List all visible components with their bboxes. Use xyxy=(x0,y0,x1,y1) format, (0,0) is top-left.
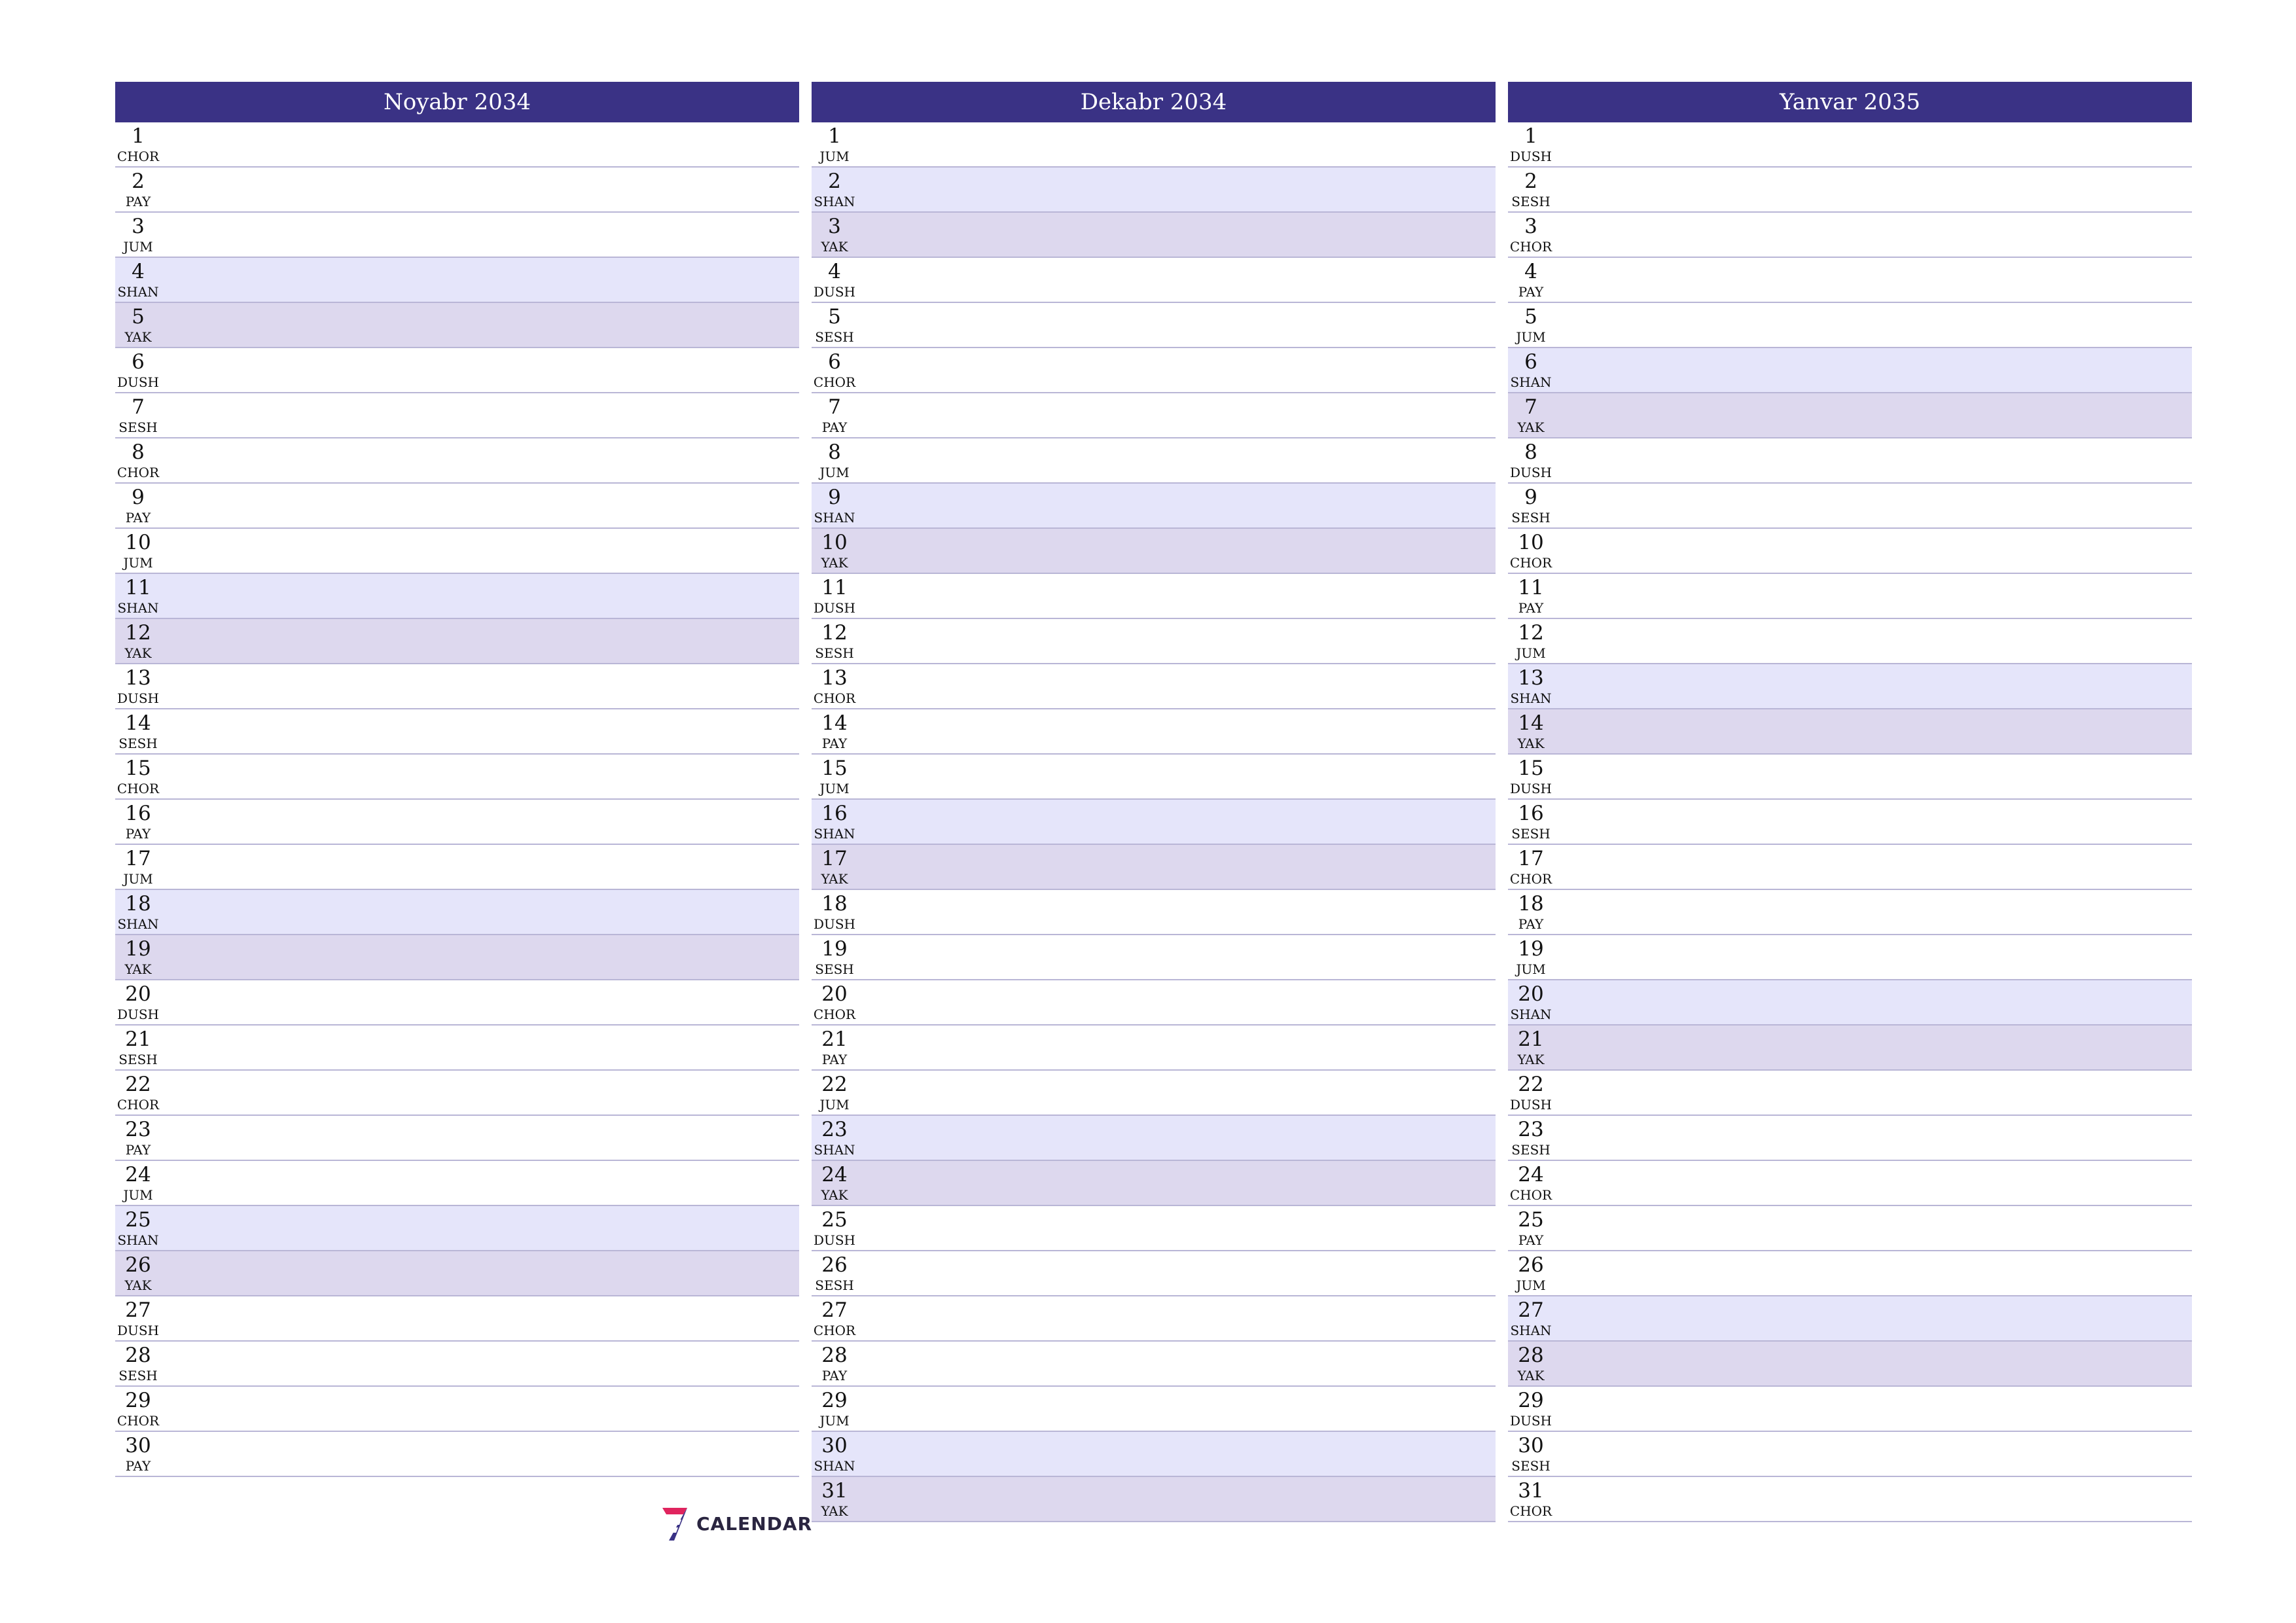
day-number: 17 xyxy=(821,847,848,870)
day-row xyxy=(1508,935,2192,980)
three-month-calendar xyxy=(115,82,2193,1545)
day-number: 18 xyxy=(1518,892,1544,916)
day-row xyxy=(115,213,799,258)
day-row xyxy=(812,800,1496,845)
weekday-label: JUM xyxy=(123,555,153,571)
day-row xyxy=(812,348,1496,393)
weekday-label: SHAN xyxy=(117,916,159,932)
day-number: 11 xyxy=(821,576,848,599)
day-number: 15 xyxy=(1518,757,1544,780)
day-number: 10 xyxy=(125,531,151,554)
day-row xyxy=(812,709,1496,755)
day-number: 4 xyxy=(1524,260,1537,283)
day-row xyxy=(115,709,799,755)
weekday-label: YAK xyxy=(821,1503,848,1519)
weekday-label: PAY xyxy=(1518,600,1544,616)
day-number: 21 xyxy=(125,1027,151,1051)
weekday-label: PAY xyxy=(821,736,848,751)
day-number: 25 xyxy=(821,1208,848,1232)
weekday-label: PAY xyxy=(821,419,848,435)
days-list xyxy=(812,122,1496,1522)
day-number: 4 xyxy=(828,260,841,283)
day-number: 12 xyxy=(1518,621,1544,645)
day-row xyxy=(115,258,799,303)
day-number: 2 xyxy=(1524,169,1537,193)
day-row xyxy=(1508,122,2192,168)
day-row xyxy=(812,574,1496,619)
weekday-label: SESH xyxy=(118,419,158,435)
day-row xyxy=(812,1342,1496,1387)
weekday-label: JUM xyxy=(123,239,153,255)
day-row xyxy=(1508,1071,2192,1116)
day-number: 6 xyxy=(828,350,841,374)
weekday-label: DUSH xyxy=(1509,781,1552,796)
day-row xyxy=(1508,1116,2192,1161)
day-row xyxy=(1508,1251,2192,1296)
day-number: 9 xyxy=(828,486,841,509)
day-row xyxy=(812,890,1496,935)
weekday-label: SESH xyxy=(815,329,854,345)
weekday-label: SHAN xyxy=(814,1142,855,1158)
weekday-label: SHAN xyxy=(814,194,855,209)
day-number: 26 xyxy=(821,1253,848,1277)
day-row xyxy=(115,1116,799,1161)
day-number: 30 xyxy=(125,1434,151,1457)
weekday-label: PAY xyxy=(125,194,151,209)
day-number: 18 xyxy=(125,892,151,916)
day-number: 30 xyxy=(821,1434,848,1457)
weekday-label: PAY xyxy=(821,1052,848,1067)
weekday-label: CHOR xyxy=(813,374,856,390)
day-number: 2 xyxy=(132,169,145,193)
day-number: 1 xyxy=(132,124,145,148)
weekday-label: SHAN xyxy=(117,284,159,300)
day-row xyxy=(115,619,799,664)
day-row xyxy=(812,1477,1496,1522)
days-list xyxy=(115,122,799,1477)
day-row xyxy=(115,393,799,438)
day-number: 10 xyxy=(821,531,848,554)
day-row xyxy=(115,1342,799,1387)
weekday-label: JUM xyxy=(1516,645,1546,661)
day-row xyxy=(115,438,799,484)
day-row xyxy=(115,890,799,935)
day-row xyxy=(1508,393,2192,438)
day-number: 9 xyxy=(132,486,145,509)
weekday-label: PAY xyxy=(125,510,151,526)
weekday-label: PAY xyxy=(1518,284,1544,300)
day-number: 12 xyxy=(125,621,151,645)
day-row xyxy=(115,755,799,800)
day-row xyxy=(812,1026,1496,1071)
day-number: 7 xyxy=(132,395,145,419)
weekday-label: DUSH xyxy=(813,916,856,932)
day-row xyxy=(1508,755,2192,800)
day-row xyxy=(812,980,1496,1026)
weekday-label: CHOR xyxy=(117,149,160,164)
weekday-label: PAY xyxy=(125,1458,151,1474)
day-row xyxy=(1508,800,2192,845)
day-number: 7 xyxy=(1524,395,1537,419)
day-row xyxy=(1508,529,2192,574)
day-row xyxy=(1508,1206,2192,1251)
day-row xyxy=(115,845,799,890)
day-row xyxy=(115,122,799,168)
day-row xyxy=(115,664,799,709)
day-number: 16 xyxy=(1518,802,1544,825)
day-row xyxy=(812,664,1496,709)
day-number: 5 xyxy=(1524,305,1537,329)
weekday-label: JUM xyxy=(1516,961,1546,977)
weekday-label: YAK xyxy=(124,645,152,661)
day-row xyxy=(1508,845,2192,890)
day-row xyxy=(812,845,1496,890)
weekday-label: PAY xyxy=(125,826,151,842)
weekday-label: PAY xyxy=(1518,1232,1544,1248)
day-number: 28 xyxy=(1518,1344,1544,1367)
day-number: 27 xyxy=(125,1298,151,1322)
day-number: 13 xyxy=(821,666,848,690)
day-number: 24 xyxy=(1518,1163,1544,1186)
weekday-label: SESH xyxy=(1511,1142,1551,1158)
day-row xyxy=(115,303,799,348)
day-row xyxy=(812,168,1496,213)
weekday-label: YAK xyxy=(1517,1052,1545,1067)
weekday-label: SESH xyxy=(815,645,854,661)
weekday-label: SESH xyxy=(1511,510,1551,526)
day-number: 29 xyxy=(125,1389,151,1412)
day-row xyxy=(1508,1477,2192,1522)
day-row xyxy=(1508,1387,2192,1432)
weekday-label: SHAN xyxy=(1510,1323,1552,1338)
day-number: 15 xyxy=(125,757,151,780)
weekday-label: CHOR xyxy=(813,1323,856,1338)
day-number: 10 xyxy=(1518,531,1544,554)
day-number: 14 xyxy=(1518,711,1544,735)
day-row xyxy=(115,1387,799,1432)
month-header: Yanvar 2035 xyxy=(1508,82,2192,122)
day-number: 1 xyxy=(828,124,841,148)
month-column-january xyxy=(1508,82,2192,1522)
day-number: 21 xyxy=(821,1027,848,1051)
day-number: 17 xyxy=(125,847,151,870)
day-number: 3 xyxy=(1524,215,1537,238)
day-row xyxy=(812,1071,1496,1116)
month-header: Dekabr 2034 xyxy=(812,82,1496,122)
day-row xyxy=(115,168,799,213)
day-row xyxy=(812,1387,1496,1432)
day-row xyxy=(115,1296,799,1342)
weekday-label: DUSH xyxy=(1509,465,1552,480)
weekday-label: YAK xyxy=(1517,736,1545,751)
day-row xyxy=(1508,574,2192,619)
weekday-label: CHOR xyxy=(117,1413,160,1429)
weekday-label: YAK xyxy=(124,329,152,345)
day-row xyxy=(115,574,799,619)
day-row xyxy=(812,619,1496,664)
weekday-label: YAK xyxy=(124,1277,152,1293)
day-row xyxy=(1508,890,2192,935)
day-number: 8 xyxy=(828,440,841,464)
day-number: 19 xyxy=(125,937,151,961)
weekday-label: JUM xyxy=(819,465,850,480)
day-number: 9 xyxy=(1524,486,1537,509)
day-row xyxy=(1508,168,2192,213)
day-number: 16 xyxy=(821,802,848,825)
weekday-label: CHOR xyxy=(813,1007,856,1022)
day-row xyxy=(812,1251,1496,1296)
day-number: 5 xyxy=(828,305,841,329)
day-row xyxy=(1508,664,2192,709)
weekday-label: SHAN xyxy=(814,1458,855,1474)
day-row xyxy=(1508,258,2192,303)
day-row xyxy=(812,755,1496,800)
day-number: 25 xyxy=(125,1208,151,1232)
weekday-label: SESH xyxy=(118,1368,158,1383)
brand-logo xyxy=(661,1505,812,1542)
weekday-label: SHAN xyxy=(1510,1007,1552,1022)
day-number: 3 xyxy=(828,215,841,238)
weekday-label: SESH xyxy=(118,1052,158,1067)
day-number: 16 xyxy=(125,802,151,825)
day-number: 8 xyxy=(132,440,145,464)
weekday-label: YAK xyxy=(821,239,848,255)
day-number: 6 xyxy=(1524,350,1537,374)
day-row xyxy=(1508,1432,2192,1477)
day-number: 25 xyxy=(1518,1208,1544,1232)
day-row xyxy=(115,1251,799,1296)
day-number: 20 xyxy=(821,982,848,1006)
weekday-label: CHOR xyxy=(117,781,160,796)
day-row xyxy=(115,1432,799,1477)
weekday-label: SHAN xyxy=(117,1232,159,1248)
day-row xyxy=(1508,438,2192,484)
weekday-label: SHAN xyxy=(814,510,855,526)
day-number: 5 xyxy=(132,305,145,329)
brand-text: CALENDAR xyxy=(696,1512,813,1535)
day-row xyxy=(812,258,1496,303)
day-number: 3 xyxy=(132,215,145,238)
day-row xyxy=(1508,619,2192,664)
day-number: 13 xyxy=(125,666,151,690)
weekday-label: SESH xyxy=(118,736,158,751)
weekday-label: SHAN xyxy=(1510,374,1552,390)
day-number: 19 xyxy=(1518,937,1544,961)
weekday-label: DUSH xyxy=(117,1007,160,1022)
weekday-label: YAK xyxy=(124,961,152,977)
day-number: 26 xyxy=(1518,1253,1544,1277)
day-row xyxy=(812,1296,1496,1342)
weekday-label: DUSH xyxy=(813,284,856,300)
weekday-label: YAK xyxy=(821,555,848,571)
day-row xyxy=(115,529,799,574)
day-row xyxy=(812,484,1496,529)
weekday-label: PAY xyxy=(821,1368,848,1383)
day-row xyxy=(1508,1342,2192,1387)
weekday-label: CHOR xyxy=(1509,1503,1552,1519)
day-number: 24 xyxy=(125,1163,151,1186)
weekday-label: YAK xyxy=(821,1187,848,1203)
day-number: 28 xyxy=(821,1344,848,1367)
weekday-label: SHAN xyxy=(1510,690,1552,706)
day-row xyxy=(115,800,799,845)
day-number: 6 xyxy=(132,350,145,374)
weekday-label: CHOR xyxy=(117,1097,160,1113)
weekday-label: DUSH xyxy=(117,1323,160,1338)
day-number: 23 xyxy=(821,1118,848,1141)
day-row xyxy=(812,935,1496,980)
days-list xyxy=(1508,122,2192,1522)
weekday-label: YAK xyxy=(821,871,848,887)
day-row xyxy=(1508,1161,2192,1206)
weekday-label: JUM xyxy=(819,149,850,164)
day-row xyxy=(1508,1296,2192,1342)
weekday-label: CHOR xyxy=(117,465,160,480)
day-row xyxy=(115,935,799,980)
day-row xyxy=(1508,980,2192,1026)
day-row xyxy=(1508,303,2192,348)
weekday-label: DUSH xyxy=(813,1232,856,1248)
day-number: 20 xyxy=(125,982,151,1006)
day-row xyxy=(812,529,1496,574)
day-row xyxy=(1508,348,2192,393)
weekday-label: SHAN xyxy=(814,826,855,842)
weekday-label: CHOR xyxy=(1509,239,1552,255)
day-row xyxy=(812,438,1496,484)
weekday-label: DUSH xyxy=(1509,149,1552,164)
day-row xyxy=(812,213,1496,258)
day-number: 12 xyxy=(821,621,848,645)
weekday-label: SESH xyxy=(815,1277,854,1293)
day-number: 1 xyxy=(1524,124,1537,148)
day-row xyxy=(115,1071,799,1116)
month-column-november xyxy=(115,82,799,1477)
day-row xyxy=(1508,1026,2192,1071)
weekday-label: JUM xyxy=(123,1187,153,1203)
day-number: 22 xyxy=(1518,1073,1544,1096)
weekday-label: SESH xyxy=(1511,826,1551,842)
weekday-label: DUSH xyxy=(1509,1097,1552,1113)
day-row xyxy=(812,1206,1496,1251)
weekday-label: JUM xyxy=(819,1097,850,1113)
seven-logo-icon xyxy=(661,1505,689,1542)
day-row xyxy=(812,1432,1496,1477)
weekday-label: JUM xyxy=(819,1413,850,1429)
day-number: 27 xyxy=(1518,1298,1544,1322)
weekday-label: SHAN xyxy=(117,600,159,616)
day-number: 17 xyxy=(1518,847,1544,870)
day-row xyxy=(812,1161,1496,1206)
weekday-label: PAY xyxy=(1518,916,1544,932)
day-number: 30 xyxy=(1518,1434,1544,1457)
day-number: 14 xyxy=(125,711,151,735)
day-number: 2 xyxy=(828,169,841,193)
day-number: 23 xyxy=(1518,1118,1544,1141)
day-number: 14 xyxy=(821,711,848,735)
weekday-label: DUSH xyxy=(117,374,160,390)
day-row xyxy=(812,1116,1496,1161)
weekday-label: YAK xyxy=(1517,1368,1545,1383)
day-number: 13 xyxy=(1518,666,1544,690)
day-number: 22 xyxy=(125,1073,151,1096)
day-number: 27 xyxy=(821,1298,848,1322)
weekday-label: JUM xyxy=(819,781,850,796)
day-number: 20 xyxy=(1518,982,1544,1006)
day-row xyxy=(115,1161,799,1206)
day-row xyxy=(115,1206,799,1251)
weekday-label: PAY xyxy=(125,1142,151,1158)
day-number: 28 xyxy=(125,1344,151,1367)
day-number: 15 xyxy=(821,757,848,780)
weekday-label: DUSH xyxy=(117,690,160,706)
weekday-label: CHOR xyxy=(1509,1187,1552,1203)
weekday-label: CHOR xyxy=(1509,555,1552,571)
day-number: 29 xyxy=(1518,1389,1544,1412)
day-number: 26 xyxy=(125,1253,151,1277)
weekday-label: SESH xyxy=(1511,1458,1551,1474)
day-number: 23 xyxy=(125,1118,151,1141)
day-number: 18 xyxy=(821,892,848,916)
weekday-label: CHOR xyxy=(1509,871,1552,887)
day-row xyxy=(812,303,1496,348)
day-row xyxy=(115,348,799,393)
day-number: 11 xyxy=(1518,576,1544,599)
day-number: 29 xyxy=(821,1389,848,1412)
day-row xyxy=(812,393,1496,438)
day-number: 19 xyxy=(821,937,848,961)
day-number: 22 xyxy=(821,1073,848,1096)
month-column-december xyxy=(812,82,1496,1522)
month-header: Noyabr 2034 xyxy=(115,82,799,122)
day-row xyxy=(1508,213,2192,258)
weekday-label: DUSH xyxy=(813,600,856,616)
weekday-label: DUSH xyxy=(1509,1413,1552,1429)
weekday-label: JUM xyxy=(1516,329,1546,345)
day-row xyxy=(115,484,799,529)
day-row xyxy=(1508,484,2192,529)
day-row xyxy=(115,1026,799,1071)
day-number: 24 xyxy=(821,1163,848,1186)
weekday-label: SESH xyxy=(815,961,854,977)
weekday-label: SESH xyxy=(1511,194,1551,209)
day-number: 21 xyxy=(1518,1027,1544,1051)
day-number: 8 xyxy=(1524,440,1537,464)
weekday-label: JUM xyxy=(1516,1277,1546,1293)
day-row xyxy=(1508,709,2192,755)
day-number: 4 xyxy=(132,260,145,283)
weekday-label: JUM xyxy=(123,871,153,887)
day-number: 31 xyxy=(1518,1479,1544,1503)
day-number: 31 xyxy=(821,1479,848,1503)
weekday-label: YAK xyxy=(1517,419,1545,435)
day-number: 11 xyxy=(125,576,151,599)
day-row xyxy=(812,122,1496,168)
day-row xyxy=(115,980,799,1026)
day-number: 7 xyxy=(828,395,841,419)
weekday-label: CHOR xyxy=(813,690,856,706)
